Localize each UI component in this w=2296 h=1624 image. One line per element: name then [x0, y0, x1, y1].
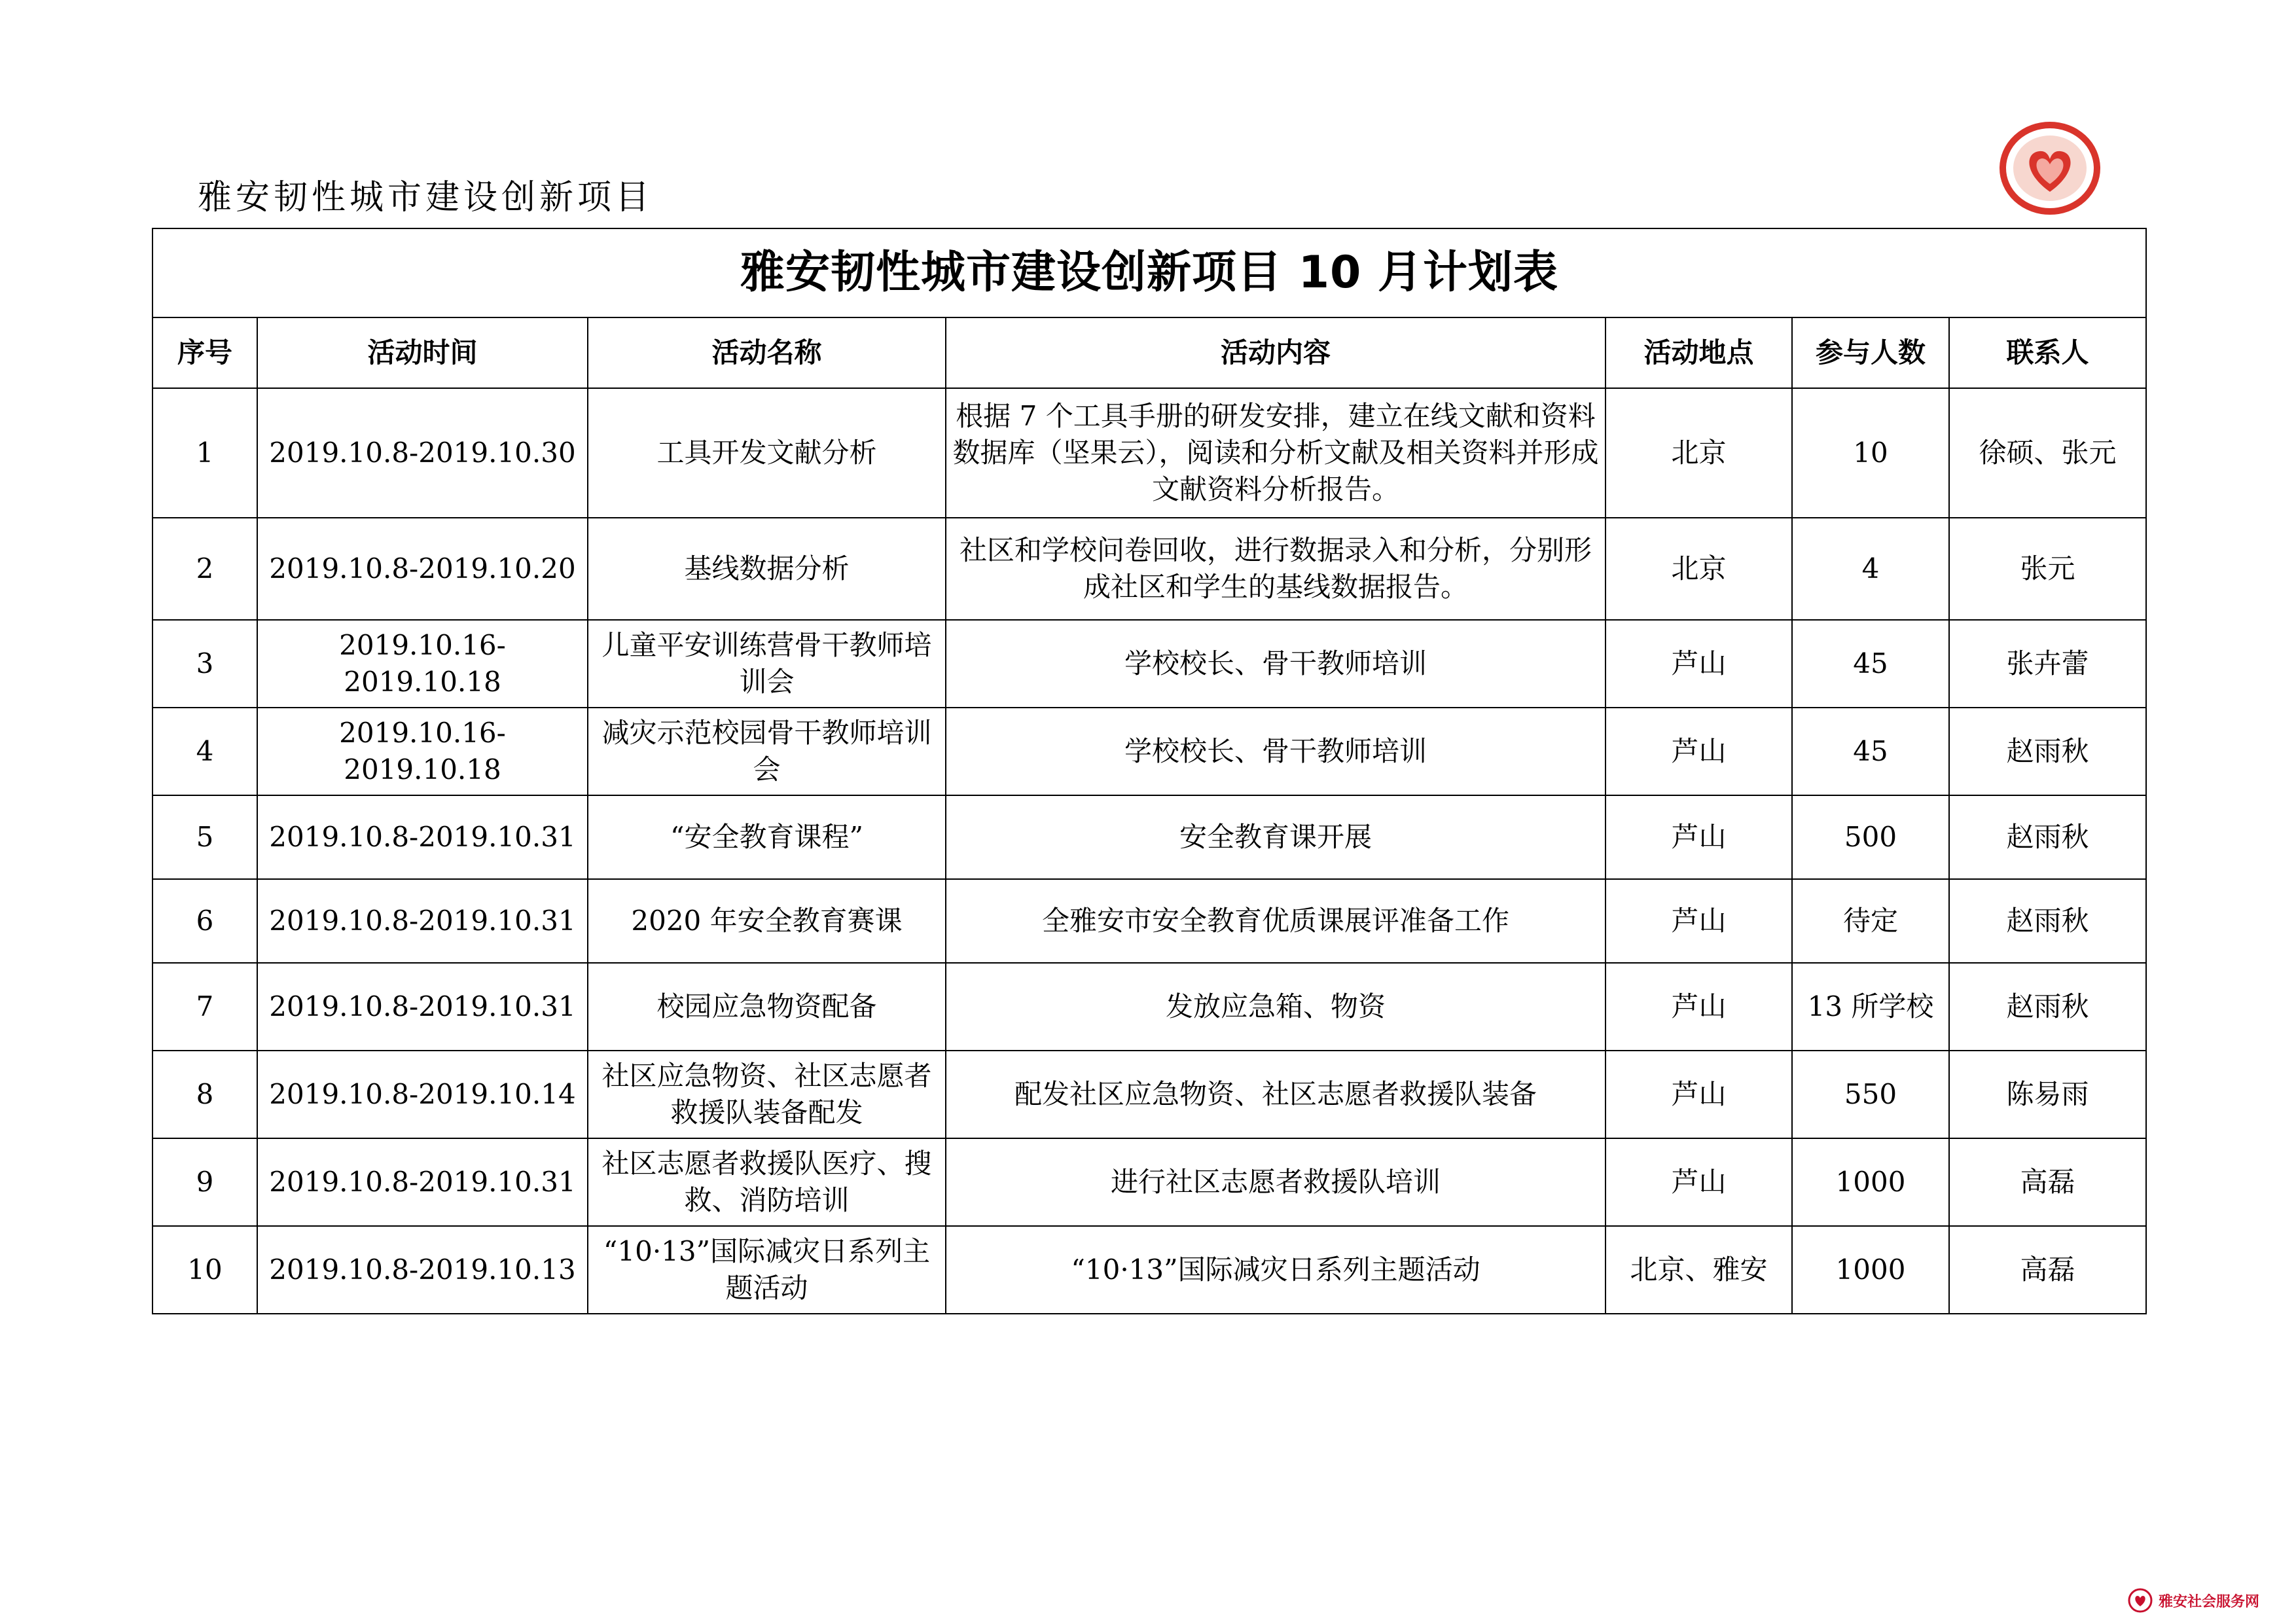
cell-count: 1000: [1792, 1226, 1949, 1314]
cell-count: 4: [1792, 518, 1949, 620]
cell-content: 学校校长、骨干教师培训: [946, 620, 1605, 708]
cell-contact: 张卉蕾: [1949, 620, 2146, 708]
cell-time: 2019.10.8-2019.10.30: [257, 388, 588, 518]
cell-place: 芦山: [1605, 708, 1792, 795]
cell-content: 安全教育课开展: [946, 795, 1605, 879]
cell-name: 基线数据分析: [588, 518, 946, 620]
table-row: [152, 963, 2146, 1051]
cell-no: 5: [152, 795, 257, 879]
document-header: 雅安韧性城市建设创新项目: [198, 178, 654, 217]
cell-name: 校园应急物资配备: [588, 963, 946, 1051]
cell-time: 2019.10.8-2019.10.31: [257, 1138, 588, 1226]
column-header-count: 参与人数: [1792, 317, 1949, 388]
cell-content: 全雅安市安全教育优质课展评准备工作: [946, 879, 1605, 963]
cell-name: 社区应急物资、社区志愿者救援队装备配发: [588, 1051, 946, 1138]
cell-contact: 赵雨秋: [1949, 879, 2146, 963]
cell-contact: 张元: [1949, 518, 2146, 620]
cell-time: 2019.10.8-2019.10.31: [257, 963, 588, 1051]
cell-no: 3: [152, 620, 257, 708]
cell-place: 芦山: [1605, 795, 1792, 879]
cell-count: 45: [1792, 708, 1949, 795]
cell-place: 芦山: [1605, 963, 1792, 1051]
table-row: [152, 879, 2146, 963]
cell-no: 7: [152, 963, 257, 1051]
cell-name: “10·13”国际减灾日系列主题活动: [588, 1226, 946, 1314]
cell-place: 芦山: [1605, 1138, 1792, 1226]
cell-no: 10: [152, 1226, 257, 1314]
table-row: [152, 620, 2146, 708]
table-row: [152, 1138, 2146, 1226]
cell-count: 550: [1792, 1051, 1949, 1138]
column-header-no: 序号: [152, 317, 257, 388]
cell-place: 北京: [1605, 518, 1792, 620]
column-header-place: 活动地点: [1605, 317, 1792, 388]
cell-content: 根据 7 个工具手册的研发安排，建立在线文献和资料数据库（坚果云），阅读和分析文献及相关资料并形成文献资料分析报告。: [946, 388, 1605, 518]
cell-count: 45: [1792, 620, 1949, 708]
cell-time: 2019.10.16-2019.10.18: [257, 708, 588, 795]
cell-content: 社区和学校问卷回收，进行数据录入和分析，分别形成社区和学生的基线数据报告。: [946, 518, 1605, 620]
cell-content: 学校校长、骨干教师培训: [946, 708, 1605, 795]
cell-contact: 赵雨秋: [1949, 708, 2146, 795]
plan-table: [152, 228, 2147, 1314]
table-row: [152, 1226, 2146, 1314]
cell-no: 8: [152, 1051, 257, 1138]
column-header-time: 活动时间: [257, 317, 588, 388]
table-row: [152, 795, 2146, 879]
site-watermark[interactable]: [2127, 1584, 2259, 1617]
cell-count: 1000: [1792, 1138, 1949, 1226]
cell-content: 配发社区应急物资、社区志愿者救援队装备: [946, 1051, 1605, 1138]
cell-time: 2019.10.8-2019.10.31: [257, 795, 588, 879]
column-header-name: 活动名称: [588, 317, 946, 388]
cell-place: 北京: [1605, 388, 1792, 518]
cell-place: 芦山: [1605, 1051, 1792, 1138]
table-row: [152, 708, 2146, 795]
cell-no: 2: [152, 518, 257, 620]
cell-no: 9: [152, 1138, 257, 1226]
cell-contact: 赵雨秋: [1949, 963, 2146, 1051]
cell-no: 1: [152, 388, 257, 518]
table-row: [152, 518, 2146, 620]
cell-time: 2019.10.8-2019.10.31: [257, 879, 588, 963]
column-header-content: 活动内容: [946, 317, 1605, 388]
cell-name: 儿童平安训练营骨干教师培训会: [588, 620, 946, 708]
table-row: [152, 388, 2146, 518]
cell-count: 10: [1792, 388, 1949, 518]
cell-place: 北京、雅安: [1605, 1226, 1792, 1314]
cell-name: 社区志愿者救援队医疗、搜救、消防培训: [588, 1138, 946, 1226]
cell-content: 发放应急箱、物资: [946, 963, 1605, 1051]
cell-count: 13 所学校: [1792, 963, 1949, 1051]
cell-time: 2019.10.8-2019.10.14: [257, 1051, 588, 1138]
site-badge-icon: [2127, 1587, 2153, 1614]
cell-count: 500: [1792, 795, 1949, 879]
column-header-contact: 联系人: [1949, 317, 2146, 388]
site-watermark-text: 雅安社会服务网: [2159, 1593, 2260, 1610]
cell-name: 减灾示范校园骨干教师培训会: [588, 708, 946, 795]
cell-name: 2020 年安全教育赛课: [588, 879, 946, 963]
cell-no: 4: [152, 708, 257, 795]
cell-time: 2019.10.16-2019.10.18: [257, 620, 588, 708]
cell-content: 进行社区志愿者救援队培训: [946, 1138, 1605, 1226]
cell-contact: 高磊: [1949, 1138, 2146, 1226]
table-header-row: [152, 317, 2146, 388]
cell-name: “安全教育课程”: [588, 795, 946, 879]
cell-place: 芦山: [1605, 879, 1792, 963]
cell-time: 2019.10.8-2019.10.13: [257, 1226, 588, 1314]
cell-name: 工具开发文献分析: [588, 388, 946, 518]
cell-contact: 徐硕、张元: [1949, 388, 2146, 518]
heart-seal-logo: [1998, 121, 2102, 216]
cell-time: 2019.10.8-2019.10.20: [257, 518, 588, 620]
table-title: 雅安韧性城市建设创新项目 10 月计划表: [152, 228, 2146, 317]
cell-contact: 陈易雨: [1949, 1051, 2146, 1138]
cell-content: “10·13”国际减灾日系列主题活动: [946, 1226, 1605, 1314]
table-row: [152, 1051, 2146, 1138]
cell-count: 待定: [1792, 879, 1949, 963]
cell-contact: 高磊: [1949, 1226, 2146, 1314]
cell-contact: 赵雨秋: [1949, 795, 2146, 879]
cell-place: 芦山: [1605, 620, 1792, 708]
cell-no: 6: [152, 879, 257, 963]
